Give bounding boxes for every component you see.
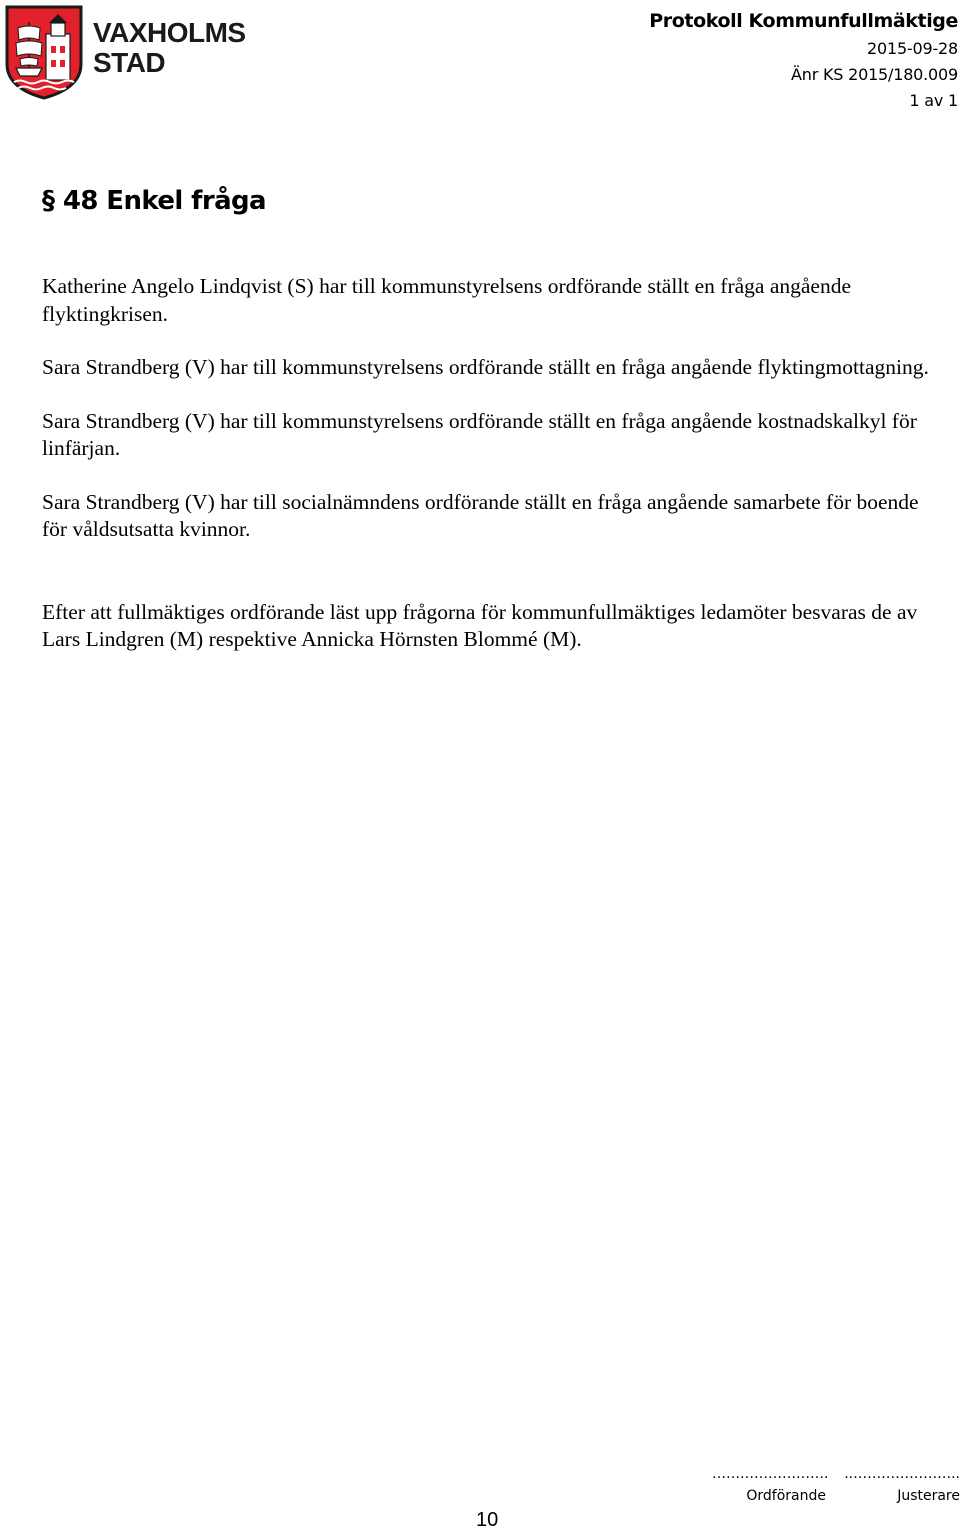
- paragraph: Katherine Angelo Lindqvist (S) har till kommunstyrelsens ordförande ställt en fråga angående flyktingkrisen.: [42, 274, 852, 326]
- logo-wordmark: [93, 18, 246, 78]
- case-number: Änr KS 2015/180.009: [791, 65, 958, 84]
- vaxholms-stad-logo: [4, 4, 254, 100]
- section-heading: § 48 Enkel fråga: [42, 186, 266, 216]
- page-count: 1 av 1: [909, 91, 958, 110]
- section-body: [42, 273, 947, 680]
- logo-line-1: VAXHOLMS: [93, 17, 246, 48]
- paragraph: Sara Strandberg (V) har till kommunstyrelsens ordförande ställt en fråga angående kostnadskalkyl för linfärjan.: [42, 408, 917, 460]
- signature-line: …………………….: [712, 1466, 829, 1482]
- document-header: [649, 6, 958, 114]
- paragraph: Sara Strandberg (V) har till socialnämndens ordförande ställt en fråga angående samarbete för boende för våldsutsatta kvinnor.: [42, 489, 919, 541]
- vaxholm-coat-of-arms-icon: [4, 4, 84, 100]
- page-number: 10: [476, 1509, 499, 1531]
- signature-adjuster: [842, 1465, 960, 1507]
- meeting-date: 2015-09-28: [867, 39, 958, 58]
- signature-line: ..…………………..: [844, 1466, 960, 1482]
- logo-line-2: STAD: [93, 47, 166, 78]
- signature-label: Justerare: [897, 1488, 960, 1504]
- document-title: Protokoll Kommunfullmäktige: [649, 10, 958, 32]
- signature-chair: [712, 1465, 829, 1507]
- paragraph: Sara Strandberg (V) har till kommunstyrelsens ordförande ställt en fråga angående flyktingmottagning.: [42, 355, 929, 379]
- signature-label: Ordförande: [746, 1488, 826, 1504]
- paragraph: Efter att fullmäktiges ordförande läst upp frågorna för kommunfullmäktiges ledamöter besvaras de av Lars Lindgren (M) respektive Annicka Hörnsten Blommé (M).: [42, 599, 918, 651]
